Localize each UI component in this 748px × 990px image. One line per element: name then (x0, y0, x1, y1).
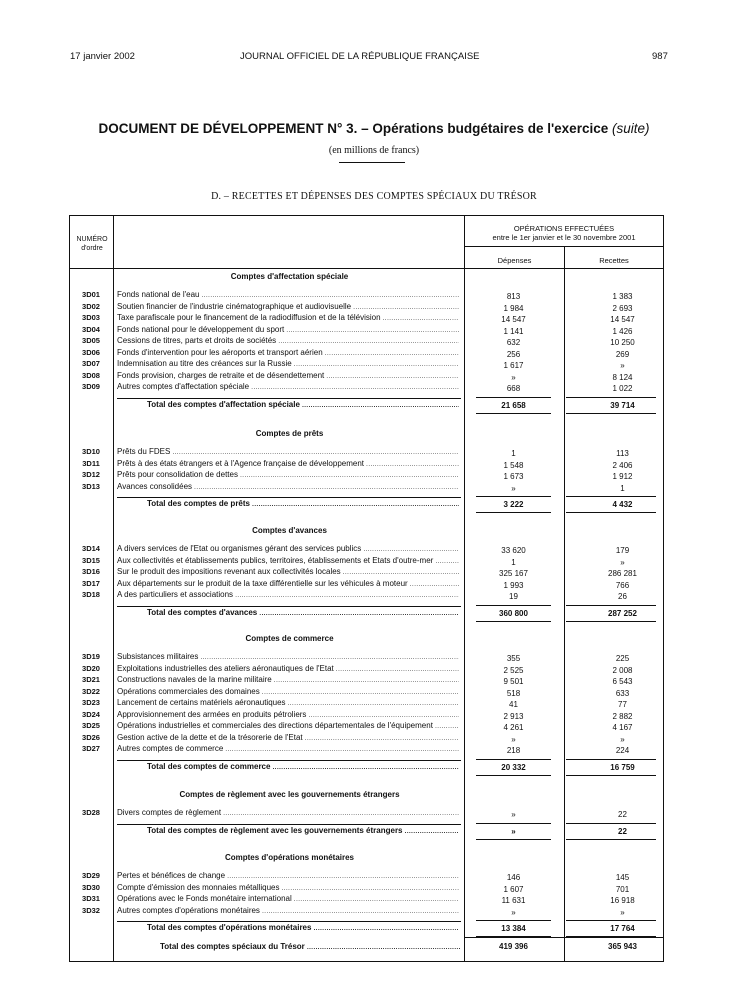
row-label: Autres comptes d'opérations monétaires ..... (117, 906, 459, 916)
document-title (0, 121, 748, 136)
total-depenses: 21 658 (501, 400, 526, 410)
row-depenses: 668 (506, 384, 521, 393)
row-depenses: » (511, 907, 516, 917)
row-depenses: 1 (511, 449, 516, 458)
row-recettes: 16 918 (610, 896, 635, 905)
total-label: Total des comptes d'avances ..... (147, 608, 459, 618)
row-code: 3D14 (82, 544, 100, 553)
total-depenses: 360 800 (499, 608, 528, 618)
row-recettes: 1 383 (612, 292, 633, 301)
row-code: 3D28 (82, 808, 100, 817)
row-depenses: 11 631 (501, 896, 526, 905)
row-code: 3D12 (82, 470, 100, 479)
row-label: Divers comptes de règlement ..... (117, 808, 459, 818)
total-underline-recettes (566, 839, 656, 840)
total-recettes: 17 764 (610, 924, 635, 933)
row-code: 3D10 (82, 447, 100, 456)
row-recettes: » (620, 734, 625, 744)
row-recettes: 2 882 (612, 711, 633, 721)
row-recettes: 1 022 (612, 384, 633, 393)
row-label: Fonds national de l'eau ..... (117, 290, 459, 300)
row-label: Pertes et bénéfices de change ..... (117, 871, 459, 881)
row-code: 3D09 (82, 382, 100, 391)
document-subtitle: (en millions de francs) (328, 145, 420, 156)
group-title: Comptes d'avances (252, 526, 327, 535)
total-rule-recettes (566, 759, 656, 760)
row-code: 3D26 (82, 732, 100, 742)
total-rule-recettes (566, 397, 656, 398)
row-depenses: » (511, 810, 516, 819)
row-label: Lancement de certains matériels aéronautiques ..... (117, 698, 459, 708)
row-code: 3D11 (82, 458, 100, 468)
total-depenses: 3 222 (503, 500, 524, 509)
total-label: Total des comptes de commerce ..... (147, 762, 459, 772)
row-label: Approvisionnement des armées en produits pétroliers ..... (117, 710, 459, 720)
row-label: Indemnisation au titre des créances sur la Russie ..... (117, 359, 459, 369)
row-label: Gestion active de la dette et de la trésorerie de l'Etat ..... (117, 733, 459, 743)
row-label: A des particuliers et associations ..... (117, 590, 459, 600)
total-recettes: 287 252 (608, 608, 637, 618)
row-code: 3D31 (82, 894, 100, 903)
col-recettes: Recettes (599, 256, 629, 265)
row-recettes: 701 (615, 884, 630, 894)
value-column-rule (564, 246, 565, 962)
row-depenses: » (511, 483, 516, 493)
row-label: Opérations avec le Fonds monétaire international ..... (117, 894, 459, 904)
head-bottom-rule (69, 268, 663, 269)
total-dotted-rule (117, 921, 461, 922)
row-recettes: 77 (618, 700, 627, 709)
row-code: 3D16 (82, 567, 100, 576)
row-depenses: » (511, 734, 516, 744)
row-label: Constructions navales de la marine militaire ..... (117, 675, 459, 685)
total-underline-depenses (476, 512, 551, 513)
row-label: Autres comptes de commerce ..... (117, 744, 459, 754)
row-code: 3D06 (82, 347, 100, 357)
row-label: Opérations industrielles et commerciales des directions départementales de l'équipement ..... (117, 721, 459, 731)
total-underline-recettes (566, 413, 656, 414)
row-recettes: 1 912 (612, 472, 633, 481)
row-recettes: 1 426 (612, 326, 633, 336)
row-code: 3D05 (82, 336, 100, 345)
subtitle-rule (339, 162, 405, 163)
row-code: 3D13 (82, 481, 100, 491)
row-recettes: 179 (615, 546, 630, 555)
row-label: A divers services de l'Etat ou organismes gérant des services publics ..... (117, 544, 459, 554)
grand-total-label: Total des comptes spéciaux du Trésor ..... (160, 942, 460, 952)
row-label: Fonds provision, charges de retraite et de désendettement ..... (117, 371, 459, 381)
total-rule-depenses (476, 605, 551, 606)
row-label: Exploitations industrielles des ateliers aéronautiques de l'Etat ..... (117, 664, 459, 674)
total-underline-depenses (476, 839, 551, 840)
row-code: 3D24 (82, 709, 100, 719)
total-label: Total des comptes d'affectation spéciale ..... (147, 400, 459, 410)
row-recettes: 225 (615, 654, 630, 663)
row-depenses: 2 525 (503, 665, 524, 675)
col-operations (465, 224, 663, 242)
row-recettes: 286 281 (608, 569, 637, 578)
row-recettes: 766 (615, 580, 630, 590)
grand-total-recettes: 365 943 (608, 942, 637, 951)
row-depenses: 218 (506, 746, 521, 755)
row-depenses: 1 (511, 557, 516, 567)
row-depenses: 2 913 (503, 711, 524, 721)
row-label: Subsistances militaires ..... (117, 652, 459, 662)
row-code: 3D20 (82, 663, 100, 673)
total-rule-recettes (566, 823, 656, 824)
row-label: Soutien financier de l'industrie cinématographique et audiovisuelle ..... (117, 302, 459, 312)
row-label: Compte d'émission des monnaies métalliques ..... (117, 883, 459, 893)
col-depenses: Dépenses (497, 256, 532, 265)
total-underline-depenses (476, 775, 551, 776)
total-dotted-rule (117, 606, 461, 607)
row-recettes: 2 008 (612, 665, 633, 675)
document-title-main: DOCUMENT DE DÉVELOPPEMENT N° 3. – Opérations budgétaires de l'exercice (98, 121, 609, 136)
row-depenses: 632 (506, 338, 521, 347)
row-depenses: 355 (506, 654, 521, 663)
total-dotted-rule (117, 398, 461, 399)
period-rule (464, 246, 663, 247)
row-code: 3D03 (82, 313, 100, 322)
total-dotted-rule (117, 760, 461, 761)
row-recettes: 224 (615, 746, 630, 755)
row-code: 3D07 (82, 359, 100, 368)
row-recettes: 145 (615, 873, 630, 882)
total-underline-depenses (476, 413, 551, 414)
total-rule-depenses (476, 823, 551, 824)
group-title: Comptes d'affectation spéciale (230, 272, 349, 281)
row-depenses: 9 501 (503, 677, 524, 686)
row-depenses: 813 (506, 292, 521, 301)
group-title: Comptes de prêts (255, 429, 324, 438)
total-dotted-rule (117, 497, 461, 498)
grand-total-depenses: 419 396 (499, 942, 528, 951)
row-recettes: 10 250 (610, 338, 635, 347)
row-depenses: 518 (506, 688, 521, 698)
row-depenses: 19 (509, 592, 518, 601)
total-rule-depenses (476, 397, 551, 398)
row-depenses: 325 167 (499, 569, 528, 578)
row-code: 3D29 (82, 871, 100, 880)
row-label: Aux départements sur le produit de la taxe différentielle sur les véhicules à moteur ..... (117, 579, 459, 589)
col-numero-label: NUMÉRO (76, 236, 108, 243)
total-rule-recettes (566, 920, 656, 921)
group-title: Comptes de commerce (245, 634, 334, 643)
total-underline-recettes (566, 775, 656, 776)
row-depenses: » (511, 372, 516, 382)
group-title: Comptes de règlement avec les gouvernements étrangers (179, 790, 400, 799)
row-recettes: 113 (616, 449, 629, 458)
row-recettes: 1 (620, 483, 625, 493)
row-recettes: 633 (615, 688, 630, 698)
group-title: Comptes d'opérations monétaires (224, 853, 355, 862)
row-recettes: 2 406 (612, 460, 633, 470)
total-depenses: 20 332 (501, 762, 526, 772)
row-depenses: 1 984 (503, 303, 524, 313)
row-depenses: 14 547 (501, 315, 526, 324)
row-depenses: 1 673 (503, 472, 524, 481)
total-rule-depenses (476, 496, 551, 497)
row-recettes: 26 (618, 592, 627, 601)
row-depenses: 256 (506, 349, 521, 359)
row-recettes: » (620, 557, 625, 567)
col-ordre-label: d'ordre (81, 245, 103, 252)
page-number: 987 (652, 51, 668, 62)
row-code: 3D22 (82, 686, 100, 696)
row-recettes: » (620, 907, 625, 917)
row-code: 3D25 (82, 721, 100, 730)
row-depenses: 1 607 (503, 884, 524, 894)
row-depenses: 1 617 (503, 361, 524, 370)
row-depenses: 1 993 (503, 580, 524, 590)
row-depenses: 146 (506, 873, 521, 882)
col-period-label: entre le 1er janvier et le 30 novembre 2001 (492, 233, 636, 242)
row-code: 3D27 (82, 744, 100, 753)
section-title: D. – RECETTES ET DÉPENSES DES COMPTES SPÉCIAUX DU TRÉSOR (211, 191, 537, 202)
total-recettes: 16 759 (610, 762, 635, 772)
code-column-rule (113, 215, 114, 962)
row-code: 3D08 (82, 370, 100, 380)
row-recettes: 269 (615, 349, 630, 359)
row-code: 3D01 (82, 290, 100, 299)
row-code: 3D19 (82, 652, 100, 661)
col-numero (71, 235, 113, 253)
header-date: 17 janvier 2002 (70, 51, 135, 62)
total-depenses: » (511, 826, 516, 836)
row-label: Aux collectivités et établissements publics, territoires, établissements et Etats d'outre-mer ..... (117, 556, 459, 566)
row-label: Prêts du FDES ..... (117, 447, 459, 457)
row-code: 3D30 (82, 882, 100, 892)
row-code: 3D15 (82, 555, 100, 565)
total-rule-depenses (476, 759, 551, 760)
row-recettes: 2 693 (612, 303, 633, 313)
row-code: 3D21 (82, 675, 100, 684)
total-rule-recettes (566, 496, 656, 497)
total-rule-recettes (566, 605, 656, 606)
row-code: 3D17 (82, 578, 100, 588)
row-label: Fonds national pour le développement du sport ..... (117, 325, 459, 335)
row-label: Cessions de titres, parts et droits de sociétés ..... (117, 336, 459, 346)
total-label: Total des comptes de prêts ..... (147, 499, 459, 509)
row-code: 3D02 (82, 301, 100, 311)
total-label: Total des comptes d'opérations monétaires ..... (147, 923, 459, 933)
row-code: 3D04 (82, 324, 100, 334)
row-depenses: 1 141 (503, 326, 524, 336)
row-recettes: » (620, 361, 625, 370)
total-rule-depenses (476, 920, 551, 921)
total-label: Total des comptes de règlement avec les gouvernements étrangers ..... (147, 826, 459, 836)
total-underline-depenses (476, 621, 551, 622)
row-label: Avances consolidées ..... (117, 482, 459, 492)
journal-name: JOURNAL OFFICIEL DE LA RÉPUBLIQUE FRANÇAISE (240, 51, 480, 62)
row-depenses: 4 261 (503, 723, 524, 732)
total-underline-recettes (566, 621, 656, 622)
row-recettes: 4 167 (612, 723, 633, 732)
total-recettes: 4 432 (612, 500, 633, 509)
row-recettes: 22 (618, 810, 627, 819)
row-code: 3D18 (82, 590, 100, 599)
row-recettes: 8 124 (612, 372, 633, 382)
total-depenses: 13 384 (501, 924, 526, 933)
row-depenses: 1 548 (503, 460, 524, 470)
row-label: Autres comptes d'affectation spéciale ..... (117, 382, 459, 392)
label-column-rule (464, 215, 465, 962)
total-dotted-rule (117, 824, 461, 825)
document-title-suffix: (suite) (612, 121, 650, 136)
row-label: Opérations commerciales des domaines ..... (117, 687, 459, 697)
row-label: Prêts à des états étrangers et à l'Agence française de développement ..... (117, 459, 459, 469)
row-code: 3D32 (82, 905, 100, 915)
total-underline-recettes (566, 512, 656, 513)
total-recettes: 22 (618, 826, 627, 836)
row-depenses: 41 (509, 700, 518, 709)
row-label: Fonds d'intervention pour les aéroports et transport aérien ..... (117, 348, 459, 358)
row-recettes: 6 543 (612, 677, 633, 686)
row-code: 3D23 (82, 698, 100, 707)
row-label: Sur le produit des impositions revenant aux collectivités locales ..... (117, 567, 459, 577)
total-recettes: 39 714 (610, 400, 635, 410)
col-operations-label: OPÉRATIONS EFFECTUÉES (513, 224, 615, 233)
row-depenses: 33 620 (501, 546, 526, 555)
row-label: Prêts pour consolidation de dettes ..... (117, 470, 459, 480)
row-recettes: 14 547 (610, 315, 635, 324)
row-label: Taxe parafiscale pour le financement de la radiodiffusion et de la télévision ..... (117, 313, 459, 323)
grand-total-rule (464, 937, 663, 938)
